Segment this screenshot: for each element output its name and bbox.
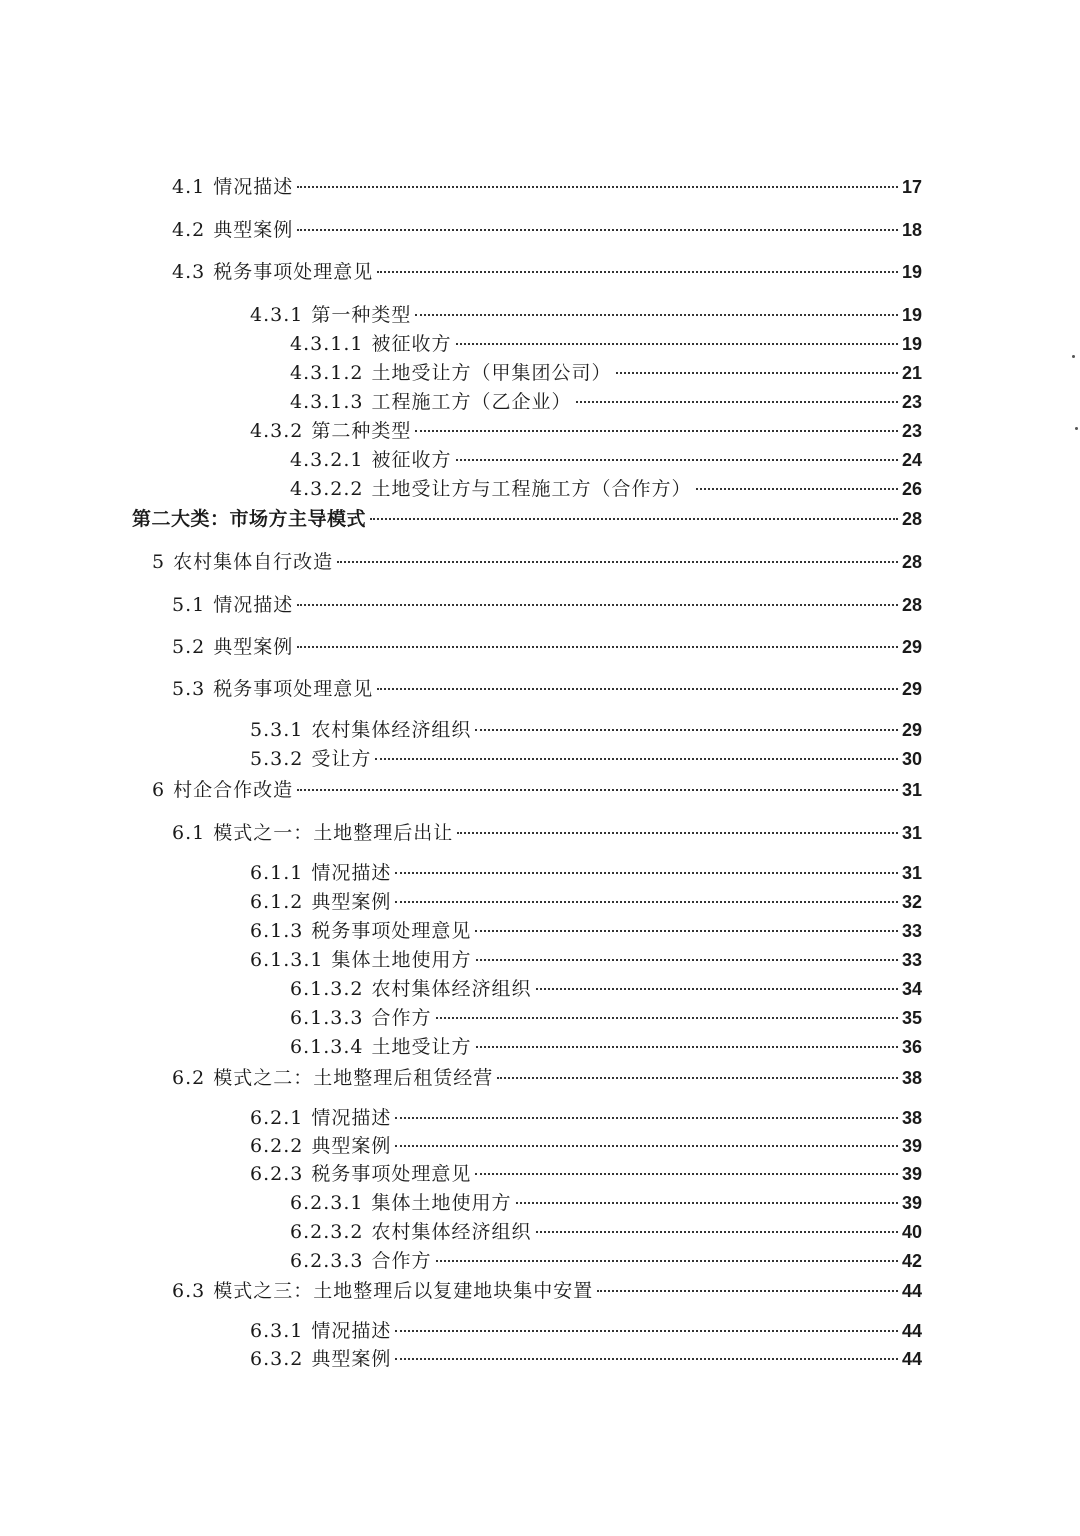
toc-dot-leader (370, 518, 898, 520)
toc-entry[interactable] (172, 590, 922, 620)
toc-entry-number: 4.3.1.1 (290, 333, 364, 355)
toc-entry[interactable] (172, 172, 922, 202)
toc-entry-number: 4.3.1.3 (290, 391, 364, 413)
toc-entry-number: 6.2.2 (250, 1135, 304, 1157)
toc-dot-leader (436, 1017, 898, 1019)
toc-entry[interactable] (290, 1188, 922, 1218)
toc-entry-number: 5.2 (172, 636, 206, 658)
toc-entry-number: 6.2 (172, 1067, 206, 1089)
toc-dot-leader (375, 758, 898, 760)
toc-dot-leader (456, 459, 898, 461)
toc-entry-number: 6.1.3.2 (290, 978, 364, 1000)
toc-entry-title: 被征收方 (371, 449, 452, 471)
toc-entry-page-number: 24 (901, 450, 922, 470)
toc-entry-page-number: 29 (901, 637, 922, 657)
toc-dot-leader (395, 901, 898, 903)
toc-dot-leader (696, 488, 898, 490)
toc-dot-leader (297, 789, 898, 791)
toc-entry-number: 5 (152, 551, 166, 573)
toc-entry-title: 农村集体经济组织 (311, 719, 472, 741)
toc-entry[interactable] (172, 1063, 922, 1093)
toc-entry-title: 情况描述 (311, 862, 392, 884)
toc-entry-page-number: 26 (901, 479, 922, 499)
toc-entry[interactable] (250, 1316, 922, 1346)
toc-entry-title: 情况描述 (213, 176, 294, 198)
toc-entry-title: 模式之一：土地整理后出让 (213, 822, 454, 844)
toc-entry-page-number: 23 (901, 421, 922, 441)
toc-entry-title: 被征收方 (371, 333, 452, 355)
toc-entry-number: 6.3.2 (250, 1348, 304, 1370)
toc-dot-leader (536, 1231, 898, 1233)
toc-entry-title: 典型案例 (311, 891, 392, 913)
toc-entry[interactable] (250, 715, 922, 745)
toc-entry[interactable] (250, 416, 922, 446)
toc-entry-page-number: 36 (901, 1037, 922, 1057)
toc-entry-page-number: 29 (901, 679, 922, 699)
toc-dot-leader (395, 872, 898, 874)
toc-dot-leader (475, 930, 898, 932)
toc-entry-page-number: 17 (901, 177, 922, 197)
toc-dot-leader (377, 271, 898, 273)
toc-entry-title: 农村集体经济组织 (371, 978, 532, 1000)
toc-entry[interactable] (250, 1131, 922, 1161)
toc-entry-title: 典型案例 (311, 1135, 392, 1157)
toc-dot-leader (415, 430, 898, 432)
toc-entry[interactable] (172, 674, 922, 704)
toc-dot-leader (476, 959, 898, 961)
toc-entry[interactable] (290, 1217, 922, 1247)
toc-entry[interactable] (172, 632, 922, 662)
toc-entry[interactable] (290, 474, 922, 504)
toc-entry-title: 情况描述 (213, 594, 294, 616)
toc-entry-title: 典型案例 (213, 219, 294, 241)
toc-entry-number: 6.1.3.4 (290, 1036, 364, 1058)
toc-entry[interactable] (290, 1003, 922, 1033)
toc-entry-title: 模式之二：土地整理后租赁经营 (213, 1067, 494, 1089)
toc-entry[interactable] (250, 945, 922, 975)
toc-entry-title: 模式之三：土地整理后以复建地块集中安置 (213, 1280, 594, 1302)
toc-entry-page-number: 29 (901, 720, 922, 740)
toc-entry-page-number: 44 (901, 1349, 922, 1369)
toc-entry-number: 6.2.3.2 (290, 1221, 364, 1243)
toc-entry[interactable] (172, 818, 922, 848)
toc-entry[interactable] (172, 1276, 922, 1306)
toc-dot-leader (297, 229, 898, 231)
toc-entry-title: 农村集体自行改造 (173, 551, 334, 573)
toc-entry-number: 4.3.2.1 (290, 449, 364, 471)
toc-dot-leader (436, 1260, 898, 1262)
toc-entry-page-number: 35 (901, 1008, 922, 1028)
toc-entry-number: 4.3.1.2 (290, 362, 364, 384)
toc-dot-leader (497, 1077, 898, 1079)
toc-entry[interactable] (250, 887, 922, 917)
toc-entry-page-number: 38 (901, 1068, 922, 1088)
toc-dot-leader (536, 988, 898, 990)
toc-dot-leader (297, 646, 898, 648)
toc-dot-leader (395, 1330, 898, 1332)
toc-entry[interactable] (132, 504, 922, 534)
toc-entry-number: 6.3.1 (250, 1320, 304, 1342)
toc-entry[interactable] (250, 300, 922, 330)
toc-dot-leader (395, 1358, 898, 1360)
toc-entry-page-number: 28 (901, 509, 922, 529)
toc-entry[interactable] (250, 1159, 922, 1189)
toc-entry-number: 4.3.1 (250, 304, 304, 326)
toc-entry-page-number: 19 (901, 305, 922, 325)
toc-entry-number: 6.2.1 (250, 1107, 304, 1129)
toc-entry-title: 税务事项处理意见 (213, 678, 374, 700)
toc-entry[interactable] (172, 257, 922, 287)
toc-entry-number: 6.1.2 (250, 891, 304, 913)
toc-entry[interactable] (290, 358, 922, 388)
toc-entry-title: 典型案例 (311, 1348, 392, 1370)
toc-entry-number: 6.2.3.1 (290, 1192, 364, 1214)
toc-dot-leader (597, 1290, 898, 1292)
toc-dot-leader (456, 343, 898, 345)
toc-entry-number: 5.3.2 (250, 748, 304, 770)
toc-entry-title: 集体土地使用方 (371, 1192, 512, 1214)
toc-entry-number: 6.3 (172, 1280, 206, 1302)
toc-entry-page-number: 33 (901, 950, 922, 970)
toc-entry-title: 受让方 (311, 748, 372, 770)
toc-dot-leader (576, 401, 898, 403)
toc-dot-leader (476, 1046, 898, 1048)
toc-dot-leader (516, 1202, 898, 1204)
toc-entry-number: 6.1.3 (250, 920, 304, 942)
toc-entry-page-number: 40 (901, 1222, 922, 1242)
toc-entry-page-number: 19 (901, 334, 922, 354)
toc-entry-number: 6.2.3 (250, 1163, 304, 1185)
toc-entry[interactable] (290, 445, 922, 475)
toc-entry-number: 5.3 (172, 678, 206, 700)
toc-entry-number: 4.1 (172, 176, 206, 198)
toc-entry-title: 第二种类型 (311, 420, 412, 442)
toc-entry-page-number: 28 (901, 552, 922, 572)
toc-entry-page-number: 33 (901, 921, 922, 941)
toc-dot-leader (337, 561, 898, 563)
toc-entry-title: 税务事项处理意见 (311, 1163, 472, 1185)
toc-entry[interactable] (250, 1344, 922, 1374)
toc-entry-page-number: 21 (901, 363, 922, 383)
toc-entry-number: 4.3.2 (250, 420, 304, 442)
toc-entry-page-number: 34 (901, 979, 922, 999)
toc-entry[interactable] (250, 858, 922, 888)
toc-entry[interactable] (172, 215, 922, 245)
toc-entry-page-number: 39 (901, 1164, 922, 1184)
toc-entry-title: 情况描述 (311, 1107, 392, 1129)
toc-entry-number: 6.1.1 (250, 862, 304, 884)
toc-entry[interactable] (290, 329, 922, 359)
toc-dot-leader (377, 688, 898, 690)
toc-entry-number: 6.1.3.3 (290, 1007, 364, 1029)
toc-entry-page-number: 30 (901, 749, 922, 769)
toc-entry[interactable] (290, 1246, 922, 1276)
toc-entry-number: 6.1.3.1 (250, 949, 324, 971)
toc-entry-title: 土地受让方（甲集团公司） (371, 362, 612, 384)
toc-entry[interactable] (152, 775, 922, 805)
toc-dot-leader (616, 372, 898, 374)
toc-entry-title: 工程施工方（乙企业） (371, 391, 572, 413)
toc-entry-number: 6.1 (172, 822, 206, 844)
toc-entry[interactable] (290, 387, 922, 417)
toc-entry[interactable] (290, 1032, 922, 1062)
toc-entry-page-number: 39 (901, 1136, 922, 1156)
toc-entry-title: 合作方 (371, 1250, 432, 1272)
toc-entry-page-number: 18 (901, 220, 922, 240)
toc-entry-number: 6 (152, 779, 166, 801)
toc-entry-number: 4.2 (172, 219, 206, 241)
toc-entry-number: 5.1 (172, 594, 206, 616)
scan-speck (1072, 355, 1075, 358)
toc-dot-leader (297, 186, 898, 188)
toc-dot-leader (395, 1117, 898, 1119)
toc-entry[interactable] (250, 916, 922, 946)
toc-entry-title: 税务事项处理意见 (311, 920, 472, 942)
toc-entry-title: 典型案例 (213, 636, 294, 658)
toc-entry-page-number: 42 (901, 1251, 922, 1271)
toc-entry-page-number: 19 (901, 262, 922, 282)
toc-entry-page-number: 38 (901, 1108, 922, 1128)
toc-entry-page-number: 44 (901, 1321, 922, 1341)
toc-entry-title: 第二大类：市场方主导模式 (132, 508, 367, 530)
toc-entry-title: 情况描述 (311, 1320, 392, 1342)
scan-speck (1075, 427, 1078, 430)
toc-entry[interactable] (250, 744, 922, 774)
toc-entry-page-number: 28 (901, 595, 922, 615)
toc-entry-page-number: 32 (901, 892, 922, 912)
toc-entry[interactable] (152, 547, 922, 577)
toc-entry-number: 6.2.3.3 (290, 1250, 364, 1272)
toc-entry-number: 5.3.1 (250, 719, 304, 741)
toc-entry-page-number: 31 (901, 780, 922, 800)
toc-entry[interactable] (290, 974, 922, 1004)
toc-entry[interactable] (250, 1103, 922, 1133)
toc-entry-page-number: 39 (901, 1193, 922, 1213)
toc-entry-title: 第一种类型 (311, 304, 412, 326)
toc-dot-leader (297, 604, 898, 606)
toc-entry-number: 4.3.2.2 (290, 478, 364, 500)
toc-entry-page-number: 31 (901, 823, 922, 843)
toc-entry-title: 土地受让方 (371, 1036, 472, 1058)
toc-dot-leader (457, 832, 898, 834)
toc-entry-title: 农村集体经济组织 (371, 1221, 532, 1243)
toc-entry-title: 集体土地使用方 (331, 949, 472, 971)
toc-entry-title: 土地受让方与工程施工方（合作方） (371, 478, 692, 500)
toc-entry-title: 税务事项处理意见 (213, 261, 374, 283)
toc-dot-leader (395, 1145, 898, 1147)
toc-entry-title: 合作方 (371, 1007, 432, 1029)
toc-entry-page-number: 44 (901, 1281, 922, 1301)
toc-entry-page-number: 31 (901, 863, 922, 883)
toc-dot-leader (475, 1173, 898, 1175)
toc-dot-leader (475, 729, 898, 731)
toc-entry-number: 4.3 (172, 261, 206, 283)
toc-entry-page-number: 23 (901, 392, 922, 412)
toc-dot-leader (415, 314, 898, 316)
toc-entry-title: 村企合作改造 (173, 779, 294, 801)
